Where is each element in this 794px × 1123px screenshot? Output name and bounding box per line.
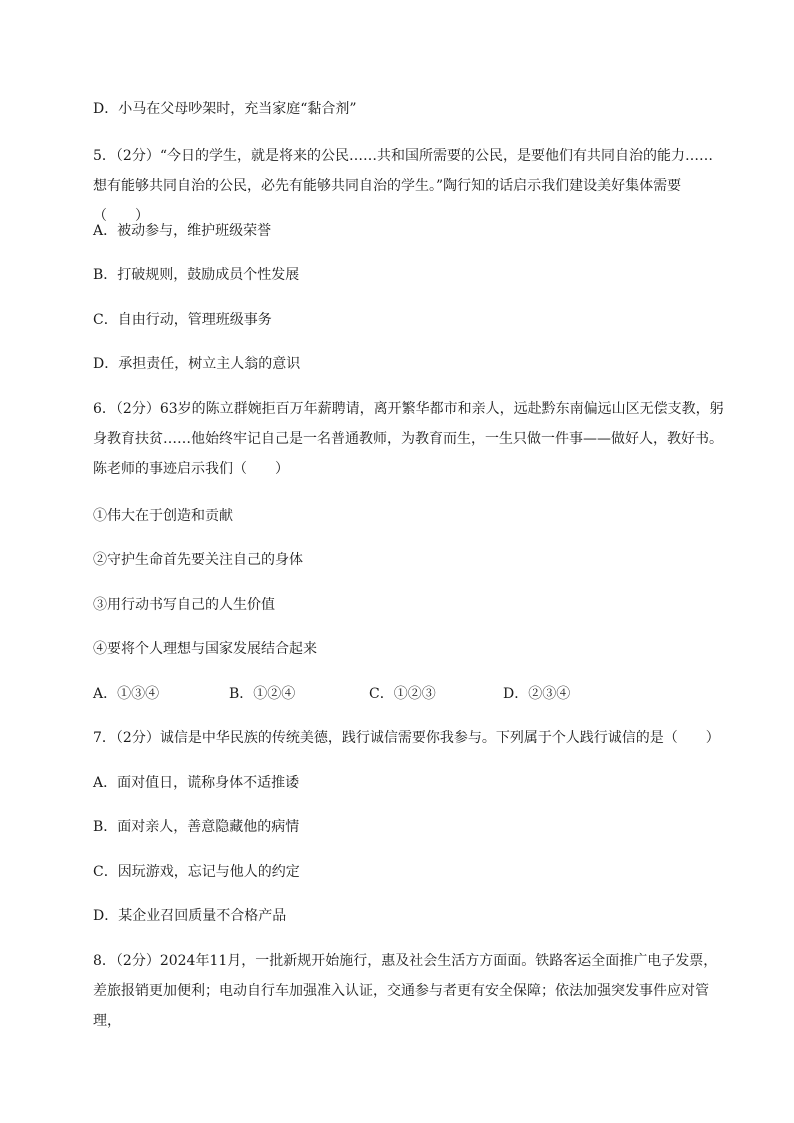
q6-option-a: A．①③④ xyxy=(93,686,160,702)
q6-statement-2: ②守护生命首先要关注自己的身体 xyxy=(93,552,303,568)
q8-stem: 8．（2分）2024年11月，一批新规开始施行，惠及社会生活方方面面。铁路客运全面推广电子发票，差旅报销更加便利；电动自行车加强准入认证，交通参与者更有安全保障；依法加强突发事件应对管理， xyxy=(93,953,718,1029)
q5-stem: 5．（2分）“今日的学生，就是将来的公民……共和国所需要的公民，是要他们有共同自治的能力……想有能够共同自治的公民，必先有能够共同自治的学生。”陶行知的话启示我们建设美好集体需要（ ） xyxy=(93,148,713,224)
q6-option-b: B．①②④ xyxy=(229,686,296,702)
q6-statement-3: ③用行动书写自己的人生价值 xyxy=(93,597,275,613)
q5-option-c: C．自由行动，管理班级事务 xyxy=(93,312,272,328)
q6-stem: 6．（2分）63岁的陈立群婉拒百万年薪聘请，离开繁华都市和亲人，远赴黔东南偏远山区无偿支教，躬身教育扶贫……他始终牢记自己是一名普通教师，为教育而生，一生只做一件事——做好人，教好书。陈老师的事迹启示我们（ ） xyxy=(93,401,724,477)
q6-statement-4: ④要将个人理想与国家发展结合起来 xyxy=(93,641,317,657)
q7-stem: 7．（2分）诚信是中华民族的传统美德，践行诚信需要你我参与。下列属于个人践行诚信的是（ ） xyxy=(93,730,720,746)
q7-option-a: A．面对值日，谎称身体不适推诿 xyxy=(93,775,300,791)
q6-option-c: C．①②③ xyxy=(369,686,436,702)
q7-option-b: B．面对亲人，善意隐藏他的病情 xyxy=(93,819,300,835)
q6-statement-1: ①伟大在于创造和贡献 xyxy=(93,508,233,524)
q5-option-d: D．承担责任，树立主人翁的意识 xyxy=(93,356,301,372)
q6-option-d: D．②③④ xyxy=(503,686,571,702)
q5-option-b: B．打破规则，鼓励成员个性发展 xyxy=(93,267,300,283)
q7-option-c: C．因玩游戏，忘记与他人的约定 xyxy=(93,864,300,880)
q4-option-d: D．小马在父母吵架时，充当家庭“黏合剂” xyxy=(93,101,357,117)
q5-option-a: A．被动参与，维护班级荣誉 xyxy=(93,223,272,239)
q7-option-d: D．某企业召回质量不合格产品 xyxy=(93,908,287,924)
